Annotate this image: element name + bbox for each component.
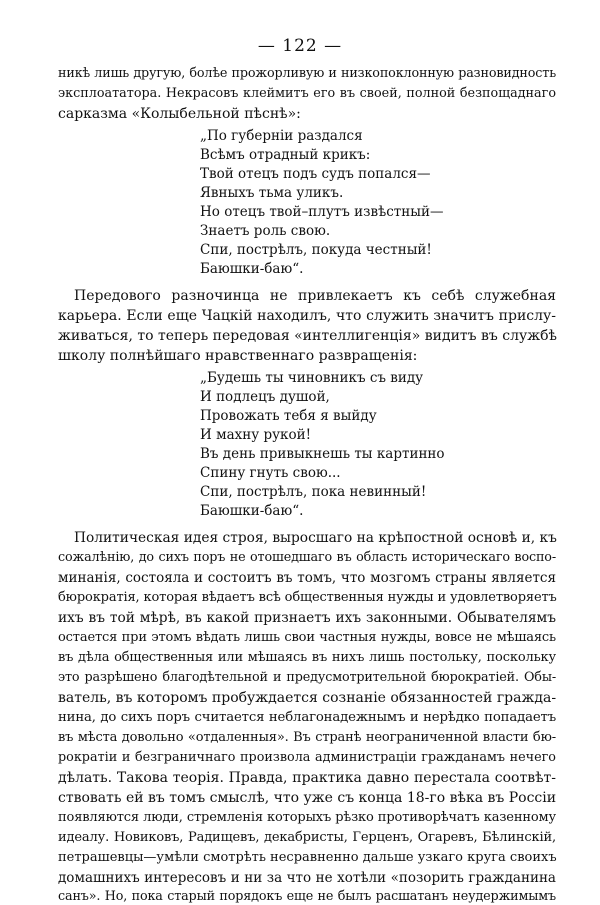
- verse-line: „Будешь ты чиновникъ съ виду: [200, 370, 424, 386]
- text-line: сожалѣнію, до сихъ поръ не отошедшаго въ область историческаго воспо-: [58, 550, 556, 565]
- text-line: ствовать ей въ томъ смыслѣ, что уже съ конца 18-го вѣка въ Россіи: [58, 790, 557, 806]
- verse-line: И махну рукой!: [200, 427, 312, 443]
- verse-line: Баюшки-баю“.: [200, 261, 304, 277]
- text-line: Передового разночинца не привлекаетъ къ себѣ служебная: [74, 288, 556, 304]
- verse-line: Въ день привыкнешь ты картинно: [200, 446, 445, 462]
- page-number: — 122 —: [257, 36, 343, 56]
- text-line: школу полнѣйшаго нравственнаго развращенія:: [58, 348, 418, 364]
- verse-line: Баюшки-баю“.: [200, 503, 304, 519]
- verse-line: Провожать тебя я выйду: [200, 408, 377, 424]
- text-line: Политическая идея строя, выросшаго на крѣпостной основѣ и, къ: [74, 530, 557, 546]
- text-line: домашнихъ интересовъ и ни за что не хотѣли «позорить гражданина: [58, 870, 556, 886]
- verse-line: Твой отецъ подъ судъ попался—: [200, 166, 431, 182]
- text-line: петрашевцы—умѣли смотрѣть несравненно дальше узкаго круга своихъ: [58, 850, 557, 865]
- text-line: бюрократія, которая вѣдаетъ всѣ общественныя нужды и удовлетворяетъ: [58, 590, 557, 605]
- text-line: въ мѣста довольно «отдаленныя». Въ странѣ неограниченной власти бю-: [58, 730, 556, 745]
- text-line: появляются люди, стремленія которыхъ рѣзко противорѣчатъ казенному: [58, 810, 556, 825]
- text-line: рократіи и безграничнаго произвола администраціи гражданамъ нечего: [58, 750, 556, 765]
- verse-line: Явныхъ тьма уликъ.: [200, 185, 344, 201]
- text-line: никѣ лишь другую, болѣе прожорливую и низкопоклонную разновидность: [58, 66, 556, 81]
- text-line: минанія, состояла и состоитъ въ томъ, что мозгомъ страны является: [58, 570, 556, 586]
- text-line: остается при этомъ вѣдать лишь свои частныя нужды, вовсе не мѣшаясь: [58, 630, 556, 645]
- text-line: сарказма «Колыбельной пѣснѣ»:: [58, 106, 301, 122]
- verse-line: Знаетъ роль свою.: [200, 223, 331, 239]
- text-line: въ дѣла общественныя или мѣшаясь въ нихъ лишь постольку, поскольку: [58, 650, 556, 665]
- text-line: ватель, въ которомъ пробуждается сознаніе обязанностей гражда-: [58, 690, 557, 706]
- text-line: идеалу. Новиковъ, Радищевъ, декабристы, Герценъ, Огаревъ, Бѣлинскій,: [58, 830, 556, 845]
- text-line: ихъ въ той мѣрѣ, въ какой признаетъ ихъ законными. Обывателямъ: [58, 610, 556, 626]
- text-line: карьера. Если еще Чацкій находилъ, что служить значитъ прислу-: [58, 308, 556, 324]
- text-line: это разрѣшено благодѣтельной и предусмотрительной бюрократіей. Обы-: [58, 670, 556, 685]
- text-line: нина, до сихъ поръ считается неблагонадежнымъ и нерѣдко попадаетъ: [58, 710, 556, 725]
- verse-line: Всѣмъ отрадный крикъ:: [200, 147, 371, 163]
- verse-line: Спину гнуть свою...: [200, 465, 341, 481]
- verse-line: И подлецъ душой,: [200, 389, 330, 405]
- text-line: дѣлать. Такова теорія. Правда, практика давно перестала соотвѣт-: [58, 770, 556, 786]
- verse-line: Но отецъ твой–плутъ извѣстный—: [200, 204, 444, 220]
- text-line: санъ». Но, пока старый порядокъ еще не былъ расшатанъ неудержимымъ: [58, 889, 556, 904]
- verse-line: Спи, пострѣлъ, пока невинный!: [200, 484, 427, 500]
- text-line: живаться, то теперь передовая «интеллигенція» видитъ въ службѣ: [58, 328, 557, 344]
- verse-line: „По губерніи раздался: [200, 128, 363, 144]
- text-line: эксплоататора. Некрасовъ клеймитъ его въ своей, полной безпощаднаго: [58, 86, 556, 101]
- verse-line: Спи, пострѣлъ, покуда честный!: [200, 242, 432, 258]
